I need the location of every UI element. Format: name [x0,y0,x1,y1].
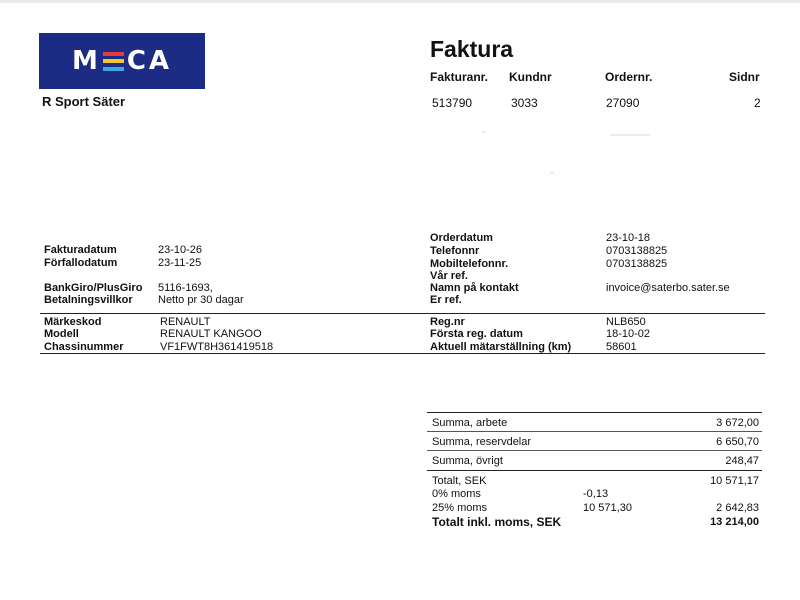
phone-label: Telefonnr [430,245,480,257]
first-reg-date-value: 18-10-02 [606,328,651,340]
customer-no-value: 3033 [511,96,538,110]
page-no-value: 2 [754,96,761,110]
our-ref-label: Vår ref. [430,270,468,282]
vat25-base-value: 10 571,30 [583,502,632,514]
logo-letters-ca: CA [126,46,173,76]
summary-divider [427,450,762,451]
logo-letter-m: M [71,46,101,76]
invoice-no-value: 513790 [432,96,473,110]
bankgiro-value: 5116-1693, [158,282,213,294]
meca-logo [39,33,205,89]
mobile-label: Mobiltelefonnr. [430,258,509,270]
logo-stripe-blue [103,67,124,71]
logo-wordmark [72,46,172,76]
mileage-label: Aktuell mätarställning (km) [430,341,572,353]
payment-terms-label: Betalningsvillkor [44,294,133,306]
logo-stripe-yellow [103,59,124,63]
logo-stripe-red [103,52,124,56]
top-edge-line [0,0,800,3]
brand-label: Märkeskod [44,316,102,328]
brand-value: RENAULT [160,316,211,328]
contact-name-label: Namn på kontakt [430,282,519,294]
first-reg-date-label: Första reg. datum [430,328,523,340]
chassis-label: Chassinummer [44,341,124,353]
customer-no-label: Kundnr [509,70,552,84]
contact-email-value: invoice@saterbo.sater.se [606,282,730,294]
summary-top-divider [427,412,762,413]
order-date-label: Orderdatum [430,232,493,244]
scan-speck [610,134,650,136]
scan-speck [550,172,554,174]
due-date-label: Förfallodatum [44,257,118,269]
phone-value: 0703138825 [606,245,668,257]
document-title: Faktura [430,36,514,62]
invoice-date-value: 23-10-26 [158,244,203,256]
grand-total-value: 13 214,00 [710,516,759,528]
invoice-no-label: Fakturanr. [430,70,489,84]
total-sek-value: 10 571,17 [710,475,759,487]
due-date-value: 23-11-25 [158,257,202,269]
scan-speck [482,131,485,133]
vat25-label: 25% moms [432,502,488,514]
vat25-amount-value: 2 642,83 [716,502,759,514]
logo-stripes-icon [103,52,124,71]
payment-terms-value: Netto pr 30 dagar [158,294,244,306]
vehicle-bottom-divider [40,353,765,354]
mobile-value: 0703138825 [606,258,668,270]
sum-parts-label: Summa, reservdelar [432,436,532,448]
model-label: Modell [44,328,79,340]
summary-divider [427,431,762,432]
order-date-value: 23-10-18 [606,232,651,244]
vehicle-top-divider [40,313,765,314]
page-no-label: Sidnr [729,70,760,84]
vat0-base-value: -0,13 [583,488,609,500]
sum-work-value: 3 672,00 [716,417,759,429]
order-no-label: Ordernr. [605,70,653,84]
mileage-value: 58601 [606,341,637,353]
total-sek-label: Totalt, SEK [432,475,487,487]
summary-total-divider [427,470,762,471]
sum-work-label: Summa, arbete [432,417,508,429]
model-value: RENAULT KANGOO [160,328,262,340]
bankgiro-label: BankGiro/PlusGiro [44,282,143,294]
chassis-value: VF1FWT8H361419518 [160,341,274,353]
order-no-value: 27090 [606,96,640,110]
invoice-date-label: Fakturadatum [44,244,117,256]
your-ref-label: Er ref. [430,294,462,306]
reg-no-label: Reg.nr [430,316,465,328]
sum-other-value: 248,47 [725,455,759,467]
sum-other-label: Summa, övrigt [432,455,503,467]
vat0-label: 0% moms [432,488,481,500]
reg-no-value: NLB650 [606,316,646,328]
company-name: R Sport Säter [42,94,126,109]
sum-parts-value: 6 650,70 [716,436,759,448]
grand-total-label: Totalt inkl. moms, SEK [432,515,562,529]
